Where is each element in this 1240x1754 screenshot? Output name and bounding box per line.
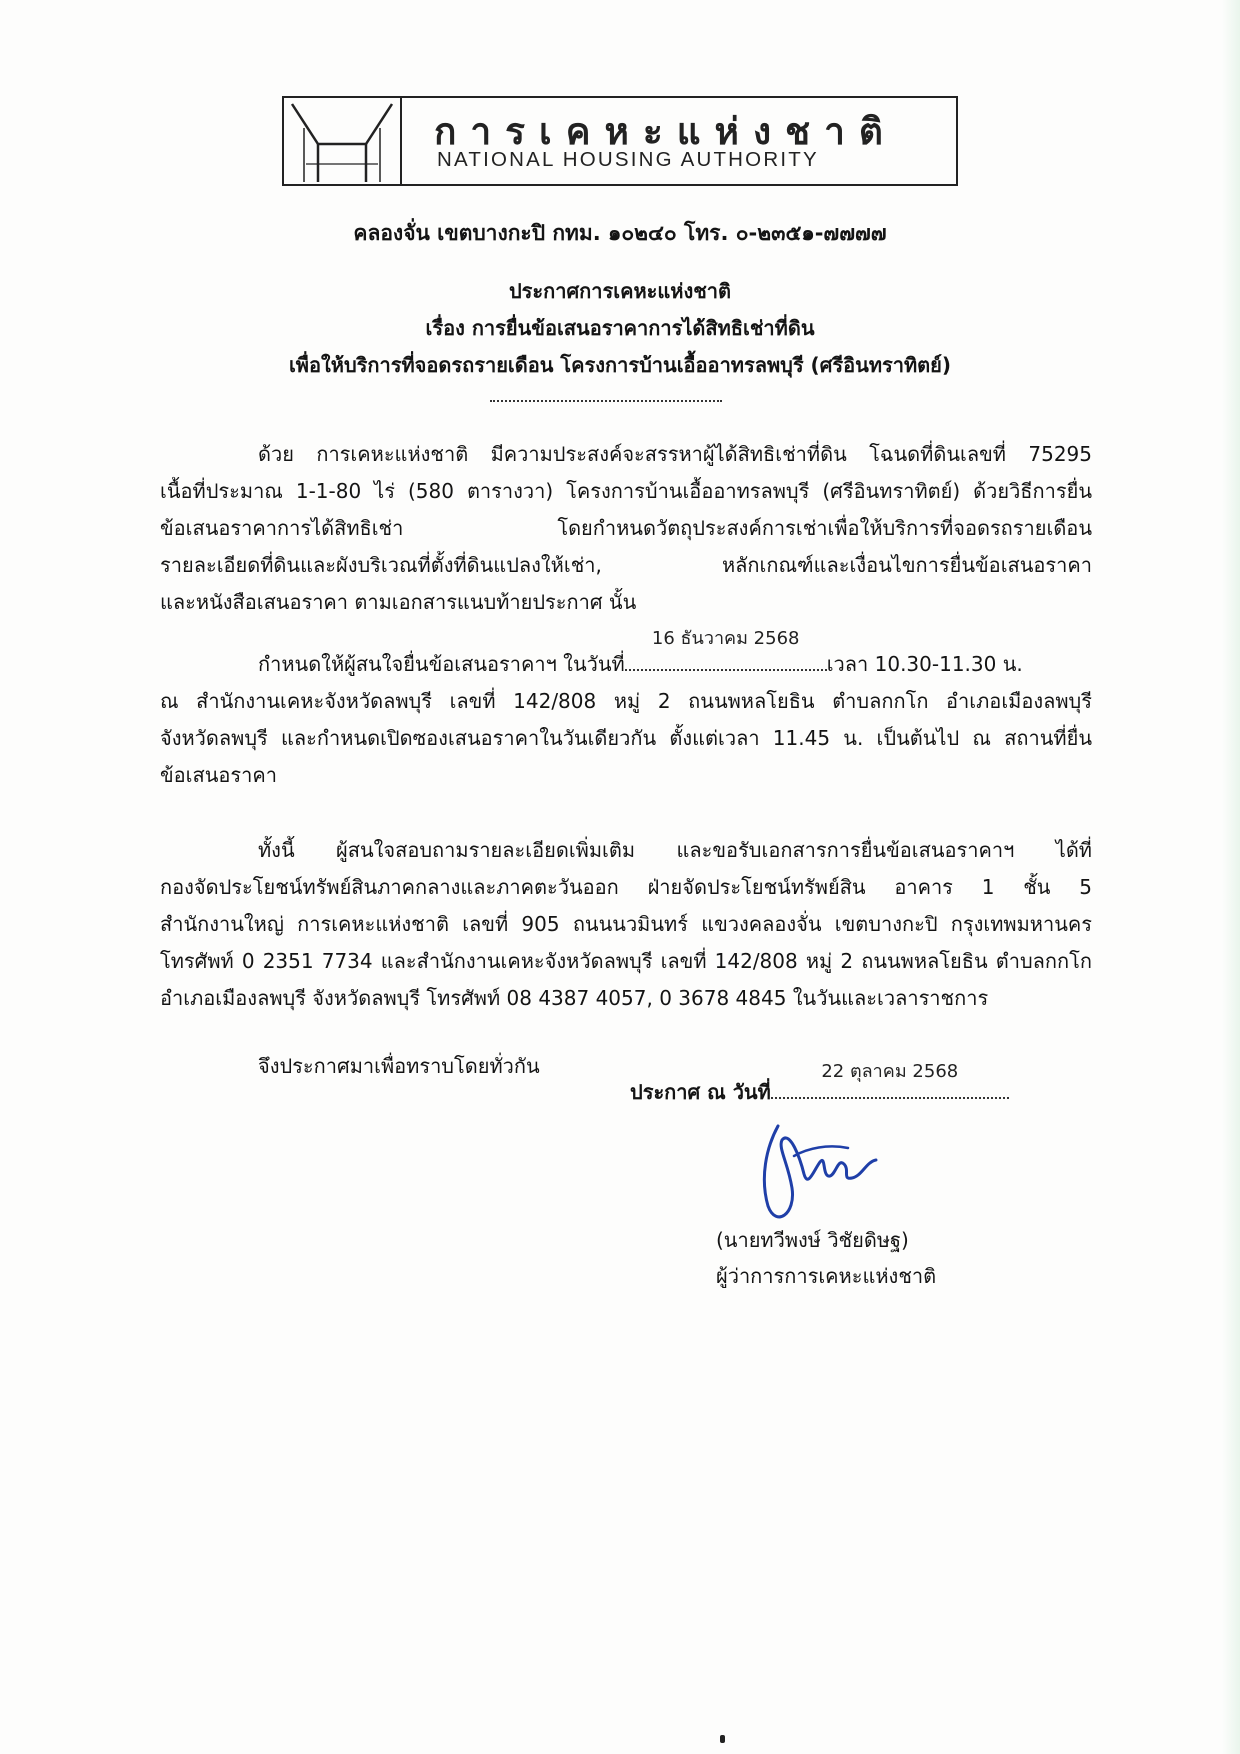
paragraph-1 bbox=[160, 436, 1092, 621]
paragraph-line: ข้อเสนอราคาการได้สิทธิเช่า โดยกำหนดวัตถุประสงค์การเช่าเพื่อให้บริการที่จอดรถรายเดือน bbox=[160, 516, 1092, 540]
letterhead-address: คลองจั่น เขตบางกะปิ กทม. ๑๐๒๔๐ โทร. ๐-๒๓๕๑-๗๗๗๗ bbox=[353, 221, 887, 245]
signatory-name: (นายทวีพงษ์ วิชัยดิษฐ) bbox=[716, 1228, 909, 1252]
announcement-date-field bbox=[771, 1061, 1009, 1099]
paragraph-line: เนื้อที่ประมาณ 1-1-80 ไร่ (580 ตารางวา) โครงการบ้านเอื้ออาทรลพบุรี (ศรีอินทราทิตย์) ด้วยวิธีการยื่น bbox=[160, 479, 1092, 503]
paragraph-3 bbox=[160, 832, 1092, 1017]
scan-mark bbox=[720, 1735, 725, 1743]
submission-date-field bbox=[625, 628, 827, 671]
dotted-divider bbox=[490, 400, 722, 402]
paragraph-line: สำนักงานใหญ่ การเคหะแห่งชาติ เลขที่ 905 ถนนนวมินทร์ แขวงคลองจั่น เขตบางกะปิ กรุงเทพมหานคร bbox=[160, 912, 1092, 936]
announcement-date-label: ประกาศ ณ วันที่ bbox=[630, 1080, 771, 1104]
letterhead-name-th: การเคหะแห่งชาติ bbox=[434, 110, 897, 153]
letterhead-logo bbox=[282, 96, 958, 186]
paragraph-line: ทั้งนี้ ผู้สนใจสอบถามรายละเอียดเพิ่มเติม และขอรับเอกสารการยื่นข้อเสนอราคาฯ ได้ที่ bbox=[258, 838, 1092, 862]
paragraph-line: ด้วย การเคหะแห่งชาติ มีความประสงค์จะสรรหาผู้ได้สิทธิเช่าที่ดิน โฉนดที่ดินเลขที่ 75295 bbox=[258, 442, 1092, 466]
announcement-date-handwritten: 22 ตุลาคม 2568 bbox=[821, 1061, 959, 1082]
signatory-title: ผู้ว่าการการเคหะแห่งชาติ bbox=[716, 1264, 937, 1288]
handwritten-signature bbox=[738, 1118, 888, 1238]
paragraph-line: จังหวัดลพบุรี และกำหนดเปิดซองเสนอราคาในวันเดียวกัน ตั้งแต่เวลา 11.45 น. เป็นต้นไป ณ สถานที่ยื่น bbox=[160, 726, 1092, 750]
paragraph-line: อำเภอเมืองลพบุรี จังหวัดลพบุรี โทรศัพท์ 08 4387 4057, 0 3678 4845 ในวันและเวลาราชการ bbox=[160, 986, 989, 1010]
paragraph-2 bbox=[160, 628, 1092, 794]
announcement-title: ประกาศการเคหะแห่งชาติ bbox=[508, 279, 732, 303]
paragraph-line: ข้อเสนอราคา bbox=[160, 763, 277, 787]
closing-statement: จึงประกาศมาเพื่อทราบโดยทั่วกัน bbox=[258, 1054, 540, 1078]
paragraph-line bbox=[160, 628, 1092, 683]
submission-date-label: กำหนดให้ผู้สนใจยื่นข้อเสนอราคาฯ ในวันที่ bbox=[258, 652, 625, 676]
submission-time: เวลา 10.30-11.30 น. bbox=[826, 652, 1023, 676]
announcement-subject: เรื่อง การยื่นข้อเสนอราคาการได้สิทธิเช่าที่ดิน bbox=[425, 316, 815, 340]
paragraph-line: รายละเอียดที่ดินและผังบริเวณที่ตั้งที่ดินแปลงให้เช่า, หลักเกณฑ์และเงื่อนไขการยื่นข้อเสนอราคา bbox=[160, 553, 1092, 577]
paragraph-line: กองจัดประโยชน์ทรัพย์สินภาคกลางและภาคตะวันออก ฝ่ายจัดประโยชน์ทรัพย์สิน อาคาร 1 ชั้น 5 bbox=[160, 875, 1092, 899]
nha-emblem-icon bbox=[284, 98, 402, 184]
paragraph-line: โทรศัพท์ 0 2351 7734 และสำนักงานเคหะจังหวัดลพบุรี เลขที่ 142/808 หมู่ 2 ถนนพหลโยธิน ตำบลกกโก bbox=[160, 949, 1092, 973]
paragraph-line: ณ สำนักงานเคหะจังหวัดลพบุรี เลขที่ 142/808 หมู่ 2 ถนนพหลโยธิน ตำบลกกโก อำเภอเมืองลพบุรี bbox=[160, 689, 1092, 713]
scan-edge bbox=[1222, 0, 1240, 1754]
paragraph-line: และหนังสือเสนอราคา ตามเอกสารแนบท้ายประกาศ นั้น bbox=[160, 590, 637, 614]
submission-date-handwritten: 16 ธันวาคม 2568 bbox=[651, 628, 800, 649]
announcement-date bbox=[630, 1061, 1009, 1108]
announcement-subject-line2: เพื่อให้บริการที่จอดรถรายเดือน โครงการบ้านเอื้ออาทรลพบุรี (ศรีอินทราทิตย์) bbox=[288, 353, 952, 377]
letterhead-name-en: NATIONAL HOUSING AUTHORITY bbox=[437, 148, 819, 171]
